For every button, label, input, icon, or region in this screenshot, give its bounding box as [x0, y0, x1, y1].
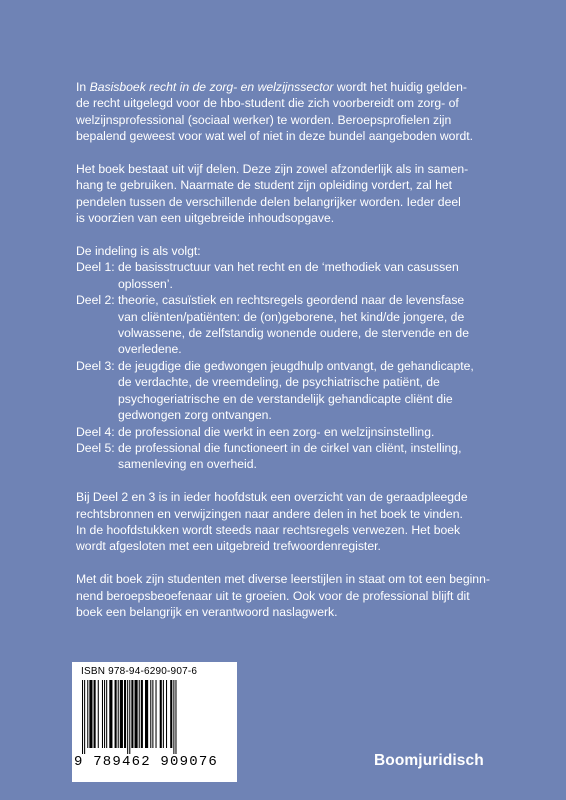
- part-item: [76, 440, 506, 473]
- barcode-bar: [170, 680, 172, 748]
- text-line: welzijnsprofessional (sociaal werker) te worden. Beroepsprofielen zijn: [76, 112, 452, 127]
- barcode-bar: [163, 680, 164, 748]
- part-item: [76, 424, 506, 440]
- part-text-line: de basisstructuur van het recht en de ‘methodiek van casussen: [118, 260, 459, 275]
- part-label: Deel 2:: [76, 293, 115, 308]
- part-text-line: de verdachte, de vreemdeling, de psychiatrische patiënt, de: [118, 375, 440, 390]
- barcode-bar: [166, 680, 167, 748]
- intro-suffix: wordt het huidig gelden-: [333, 80, 467, 94]
- barcode-bar: [129, 680, 130, 754]
- barcode-bar: [127, 680, 128, 754]
- part-label: Deel 5:: [76, 440, 115, 455]
- part-item: [76, 292, 506, 358]
- publisher-logo: Boomjuridisch: [374, 752, 484, 769]
- part-label: Deel 1:: [76, 260, 115, 275]
- text-line: Met dit boek zijn studenten met diverse leerstijlen in staat om tot een beginn-: [76, 572, 490, 587]
- part-item: [76, 358, 506, 424]
- isbn-label: ISBN 978-94-6290-907-6: [81, 666, 198, 677]
- barcode-bar: [152, 680, 153, 748]
- part-text-line: de professional die werkt in een zorg- en welzijnsinstelling.: [118, 424, 435, 439]
- division-intro: De indeling is als volgt:: [76, 244, 201, 259]
- barcode-bar: [118, 680, 119, 748]
- barcode-bar: [115, 680, 117, 748]
- closing-paragraph: [76, 571, 506, 620]
- barcode-bar: [135, 680, 138, 748]
- barcode-digits: 9 789462 909076: [74, 754, 219, 770]
- part-label: Deel 4:: [76, 424, 115, 439]
- division-paragraph: [76, 243, 506, 473]
- text-line: rechtsbronnen en verwijzingen naar andere delen in het boek te vinden.: [76, 506, 463, 521]
- part-text-line: de professional die functioneert in de cirkel van cliënt, instelling,: [118, 440, 462, 455]
- intro-prefix: In: [76, 80, 90, 94]
- structure-paragraph: [76, 161, 506, 227]
- text-line: pendelen tussen de verschillende delen belangrijker worden. Ieder deel: [76, 194, 461, 209]
- back-cover-text: [76, 79, 506, 637]
- barcode-bar: [131, 680, 133, 748]
- barcode-bar: [82, 680, 83, 754]
- barcode-bar: [109, 680, 112, 748]
- text-line: bepalend geweest voor wat wel of niet in deze bundel aangeboden wordt.: [76, 129, 474, 144]
- part-item: [76, 259, 506, 292]
- barcode-bar: [120, 680, 123, 748]
- barcode-bars: [80, 680, 230, 754]
- part-text-line: theorie, casuïstiek en rechtsregels geordend naar de levensfase: [118, 293, 465, 308]
- text-line: boek een belangrijk en verantwoord naslagwerk.: [76, 604, 338, 619]
- barcode-bar: [104, 680, 105, 748]
- part-text-line: de jeugdige die gedwongen jeugdhulp ontvangt, de gehandicapte,: [118, 358, 474, 373]
- barcode-bar: [87, 680, 88, 748]
- text-line: Het boek bestaat uit vijf delen. Deze zijn zowel afzonderlijk als in samen-: [76, 162, 469, 177]
- text-line: de recht uitgelegd voor de hbo-student die zich voorbereidt om zorg- of: [76, 96, 459, 111]
- barcode-bar: [173, 680, 174, 754]
- sources-paragraph: [76, 489, 506, 555]
- part-text-line: overledene.: [118, 342, 182, 357]
- part-text-line: psychogeriatrische en de verstandelijk gehandicapte cliënt die: [118, 391, 453, 406]
- barcode-bar: [84, 680, 85, 754]
- part-text-line: van cliënten/patiënten: de (on)geborene, het kind/de jongere, de: [118, 309, 465, 324]
- barcode-bar: [160, 680, 162, 748]
- part-label: Deel 3:: [76, 358, 115, 373]
- barcode-bar: [139, 680, 140, 748]
- part-text-line: samenleving en overheid.: [118, 457, 257, 472]
- barcode: [72, 662, 237, 782]
- barcode-bar: [124, 680, 126, 748]
- barcode-bar: [94, 680, 96, 748]
- text-line: is voorzien van een uitgebreide inhoudsopgave.: [76, 211, 335, 226]
- text-line: hang te gebruiken. Naarmate de student zijn opleiding vordert, zal het: [76, 178, 453, 193]
- barcode-bar: [102, 680, 103, 748]
- part-text-line: oplossen’.: [118, 276, 173, 291]
- text-line: Bij Deel 2 en 3 is in ieder hoofdstuk een overzicht van de geraadpleegde: [76, 490, 468, 505]
- book-title-italic: Basisboek recht in de zorg- en welzijnssector: [89, 80, 334, 94]
- barcode-bar: [98, 680, 99, 748]
- intro-line-1: [76, 79, 506, 95]
- barcode-bar: [106, 680, 107, 748]
- barcode-bar: [150, 680, 151, 748]
- barcode-bar: [89, 680, 92, 748]
- barcode-bar: [145, 680, 148, 748]
- barcode-bar: [141, 680, 143, 748]
- part-text-line: gedwongen zorg ontvangen.: [118, 408, 272, 423]
- barcode-bar: [156, 680, 157, 748]
- barcode-bar: [175, 680, 176, 754]
- text-line: In de hoofdstukken wordt steeds naar rechtsregels verwezen. Het boek: [76, 522, 461, 537]
- part-text-line: volwassene, de zelfstandig wonende oudere, de stervende en de: [118, 326, 469, 341]
- text-line: nend beroepsbeoefenaar uit te groeien. Ook voor de professional blijft dit: [76, 588, 470, 603]
- text-line: wordt afgesloten met een uitgebreid trefwoordenregister.: [76, 539, 381, 554]
- intro-paragraph: [76, 79, 506, 145]
